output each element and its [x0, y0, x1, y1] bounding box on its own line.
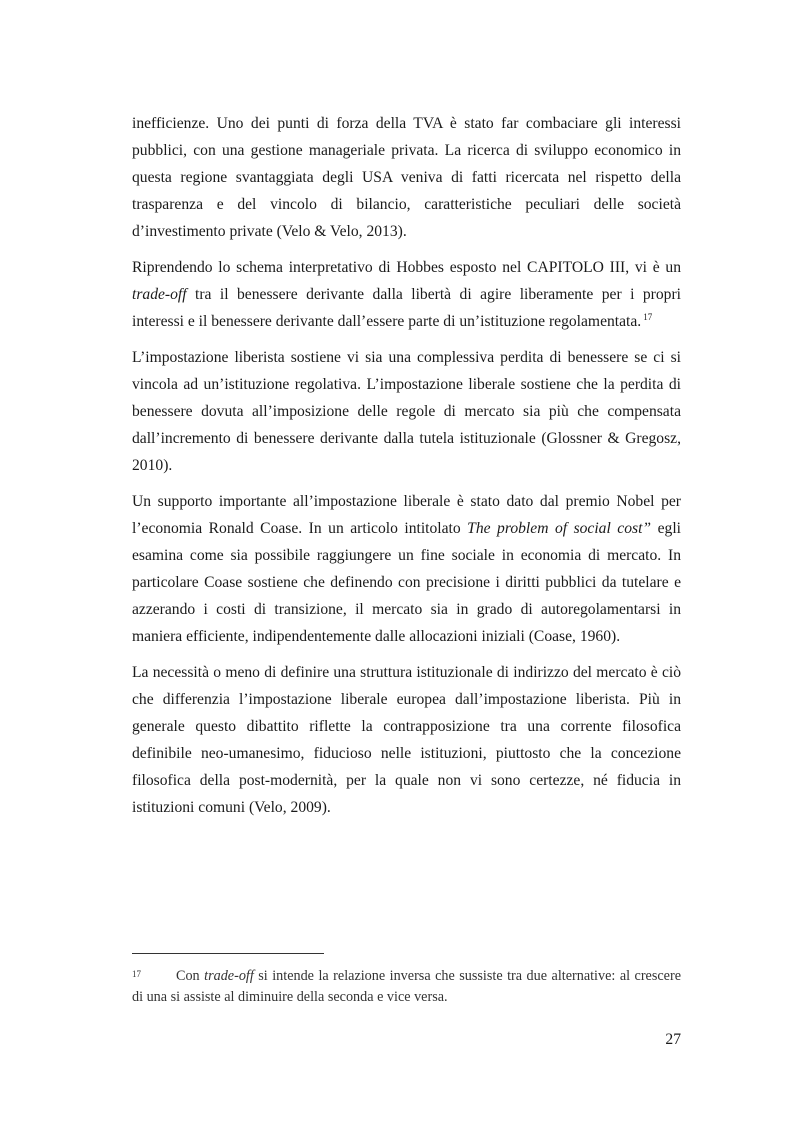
paragraph-hobbes-text-a: Riprendendo lo schema interpretativo di Hobbes esposto nel CAPITOLO III, vi è un	[132, 259, 681, 276]
body-text	[132, 110, 681, 830]
footnote-reference[interactable]: 17	[643, 312, 653, 322]
footnote-text-b: si intende la relazione inversa che sussiste tra due alternative: al crescere di una si assiste al diminuire della seconda e vice versa.	[132, 968, 681, 1005]
paragraph-liberismo: L’impostazione liberista sostiene vi sia una complessiva perdita di benessere se ci si vincola ad un’istituzione regolativa. L’impostazione liberale sostiene che la perdita di benessere dovuta all’imposizione delle regole di mercato sia più che compensata dall’incremento di benessere derivante dalla tutela istituzionale (Glossner & Gregosz, 2010).	[132, 349, 681, 474]
paragraph-tva: inefficienze. Uno dei punti di forza della TVA è stato far combaciare gli interessi pubblici, con una gestione manageriale privata. La ricerca di sviluppo economico in questa regione svantaggiata degli USA veniva di fatti ricercata nel rispetto della trasparenza e del vincolo di bilancio, caratteristiche peculiari delle società d’investimento private (Velo & Velo, 2013).	[132, 115, 681, 240]
article-title: The problem of social cost”	[467, 520, 652, 537]
footnote-term: trade-off	[204, 968, 254, 984]
paragraph-istituzioni: La necessità o meno di definire una struttura istituzionale di indirizzo del mercato è ciò che differenzia l’impostazione liberale europea dall’impostazione liberista. Più in generale questo dibattito riflette la contrapposizione tra una corrente filosofica definibile neo-umanesimo, fiducioso nelle istituzioni, piuttosto che la concezione filosofica della post-modernità, per la quale non vi sono certezze, né fiducia in istituzioni comuni (Velo, 2009).	[132, 664, 681, 816]
paragraph-hobbes-text-b: tra il benessere derivante dalla libertà di agire liberamente per i propri interessi e il benessere derivante dall’essere parte di un’istituzione regolamentata.	[132, 286, 681, 330]
paragraph-coase-text-a: Un supporto importante all’impostazione liberale è stato dato dal premio Nobel per l’economia Ronald Coase. In un articolo intitolato	[132, 493, 681, 537]
footnote-divider	[132, 953, 324, 954]
footnote-mark: 17	[132, 969, 141, 979]
footnote-text-a: Con	[176, 968, 205, 984]
footnote	[132, 966, 681, 1008]
page-number: 27	[665, 1031, 681, 1048]
paragraph-hobbes	[132, 254, 681, 335]
paragraph-coase-text-b: egli esamina come sia possibile raggiungere un fine sociale in economia di mercato. In particolare Coase sostiene che definendo con precisione i diritti pubblici da tutelare e azzerando i costi di transizione, il mercato sia in grado di autoregolamentarsi in maniera efficiente, indipendentemente dalle allocazioni iniziali (Coase, 1960).	[132, 520, 681, 645]
paragraph-coase	[132, 488, 681, 650]
trade-off-term: trade-off	[132, 286, 187, 303]
